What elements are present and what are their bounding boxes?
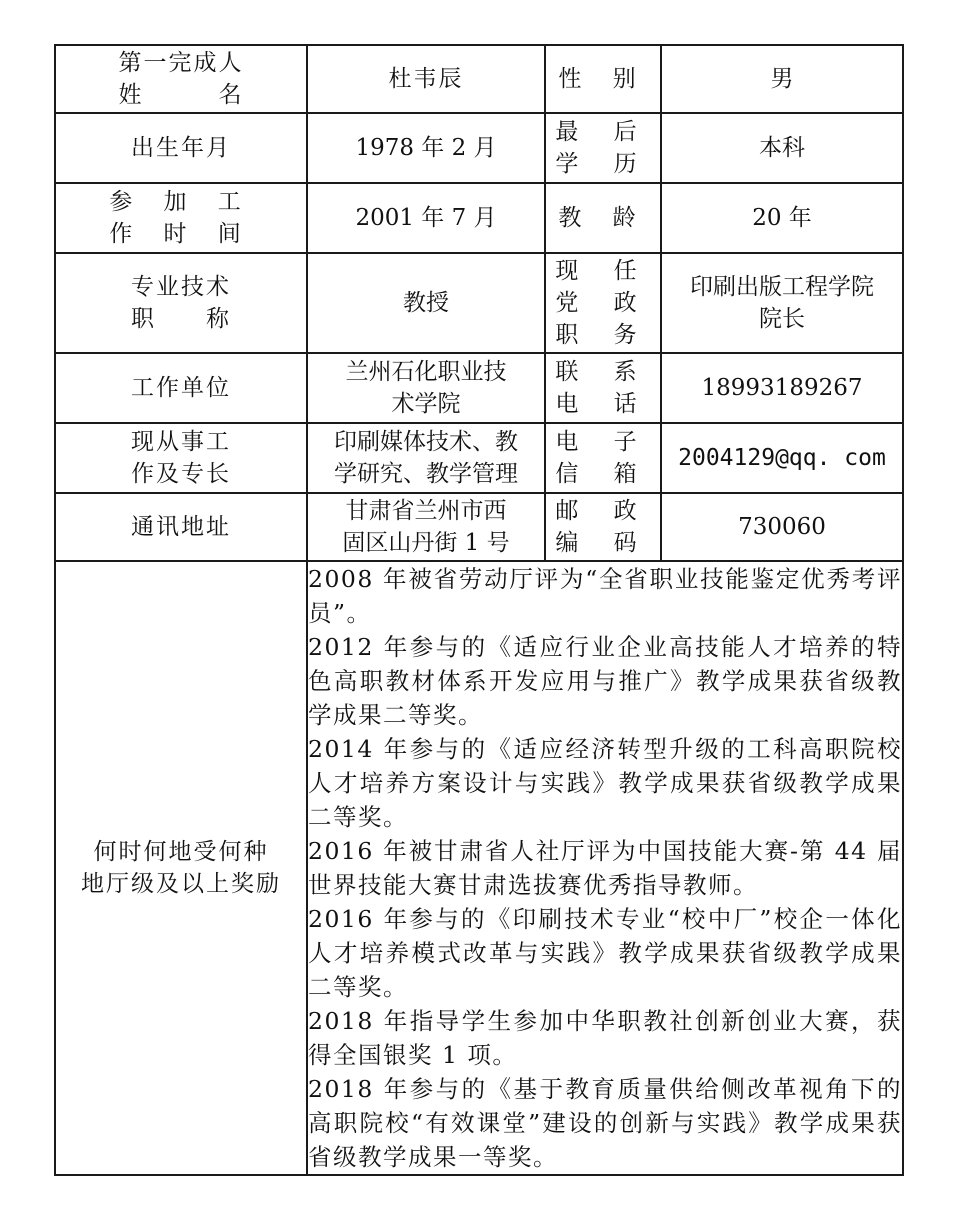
label-email bbox=[545, 423, 661, 493]
label-phone bbox=[545, 353, 661, 423]
label-title-line: 职 称 bbox=[131, 306, 231, 332]
label-title bbox=[55, 253, 307, 353]
value-education: 本科 bbox=[661, 113, 903, 183]
row-specialty bbox=[55, 423, 903, 493]
award-item: 2018 年指导学生参加中华职教社创新创业大赛，获得全国银奖 1 项。 bbox=[308, 1007, 902, 1069]
label-name-line1: 第一完成人 bbox=[118, 50, 244, 76]
award-item: 2018 年参与的《基于教育质量供给侧改革视角下的高职院校“有效课堂”建设的创新与实践》教学成果获省级教学成果一等奖。 bbox=[308, 1075, 902, 1171]
label-awards-line: 何时何地受何种 bbox=[93, 839, 269, 865]
label-name-line2: 姓 名 bbox=[118, 82, 244, 108]
label-education-line: 学 历 bbox=[555, 151, 651, 177]
label-phone-line: 电 话 bbox=[555, 391, 651, 417]
value-unit-line: 兰州石化职业技 bbox=[345, 359, 507, 385]
award-item: 2016 年参与的《印刷技术专业“校中厂”校企一体化人才培养模式改革与实践》教学成果获省级教学成果二等奖。 bbox=[308, 905, 902, 1001]
label-birth: 出生年月 bbox=[55, 113, 307, 183]
label-education bbox=[545, 113, 661, 183]
row-awards bbox=[55, 561, 903, 1175]
label-specialty-line: 现从事工 bbox=[131, 429, 231, 455]
awards-list bbox=[307, 561, 903, 1175]
row-title bbox=[55, 253, 903, 353]
row-name bbox=[55, 45, 903, 113]
award-item: 2016 年被甘肃省人社厅评为中国技能大赛-第 44 届世界技能大赛甘肃选拔赛优秀指导教师。 bbox=[308, 837, 902, 899]
label-gender: 性 别 bbox=[545, 45, 661, 113]
value-position bbox=[661, 253, 903, 353]
label-specialty-line: 作及专长 bbox=[131, 461, 231, 487]
value-address-line: 甘肃省兰州市西 bbox=[345, 498, 507, 524]
label-unit: 工作单位 bbox=[55, 353, 307, 423]
value-postcode: 730060 bbox=[661, 493, 903, 561]
row-unit bbox=[55, 353, 903, 423]
value-address bbox=[307, 493, 545, 561]
value-title: 教授 bbox=[307, 253, 545, 353]
value-unit-line: 术学院 bbox=[391, 391, 461, 417]
label-position bbox=[545, 253, 661, 353]
label-postcode-line: 邮 政 bbox=[555, 498, 651, 524]
value-work-start: 2001 年 7 月 bbox=[307, 183, 545, 253]
label-postcode-line: 编 码 bbox=[555, 530, 651, 556]
label-education-line: 最 后 bbox=[555, 119, 651, 145]
value-phone: 18993189267 bbox=[661, 353, 903, 423]
label-email-line: 信 箱 bbox=[555, 461, 651, 487]
value-position-line: 院长 bbox=[759, 306, 805, 332]
label-teaching-years: 教 龄 bbox=[545, 183, 661, 253]
label-phone-line: 联 系 bbox=[555, 359, 651, 385]
label-address: 通讯地址 bbox=[55, 493, 307, 561]
label-work-start-line: 作 时 间 bbox=[109, 221, 253, 247]
label-position-line: 现 任 bbox=[555, 258, 651, 284]
value-unit bbox=[307, 353, 545, 423]
award-item: 2008 年被省劳动厅评为“全省职业技能鉴定优秀考评员”。 bbox=[308, 565, 902, 627]
label-work-start-line: 参 加 工 bbox=[109, 189, 253, 215]
label-awards-line: 地厅级及以上奖励 bbox=[81, 871, 281, 897]
label-position-line: 职 务 bbox=[555, 322, 651, 348]
award-item: 2012 年参与的《适应行业企业高技能人才培养的特色高职教材体系开发应用与推广》教学成果获省级教学成果二等奖。 bbox=[308, 633, 902, 729]
row-work-start bbox=[55, 183, 903, 253]
value-teaching-years: 20 年 bbox=[661, 183, 903, 253]
value-address-line: 固区山丹街 1 号 bbox=[342, 530, 510, 556]
label-work-start bbox=[55, 183, 307, 253]
label-position-line: 党 政 bbox=[555, 290, 651, 316]
value-gender: 男 bbox=[661, 45, 903, 113]
label-title-line: 专业技术 bbox=[131, 274, 231, 300]
label-postcode bbox=[545, 493, 661, 561]
value-birth: 1978 年 2 月 bbox=[307, 113, 545, 183]
label-email-line: 电 子 bbox=[555, 429, 651, 455]
row-birth bbox=[55, 113, 903, 183]
label-awards bbox=[55, 561, 307, 1175]
value-specialty-line: 学研究、教学管理 bbox=[334, 461, 518, 487]
value-specialty-line: 印刷媒体技术、教 bbox=[334, 429, 518, 455]
value-position-line: 印刷出版工程学院 bbox=[690, 274, 874, 300]
award-item: 2014 年参与的《适应经济转型升级的工科高职院校人才培养方案设计与实践》教学成果获省级教学成果二等奖。 bbox=[308, 735, 902, 831]
value-specialty bbox=[307, 423, 545, 493]
row-address bbox=[55, 493, 903, 561]
value-email: 2004129@qq. com bbox=[661, 423, 903, 493]
label-specialty bbox=[55, 423, 307, 493]
value-name: 杜韦辰 bbox=[307, 45, 545, 113]
label-name bbox=[55, 45, 307, 113]
award-application-form bbox=[54, 44, 904, 1176]
